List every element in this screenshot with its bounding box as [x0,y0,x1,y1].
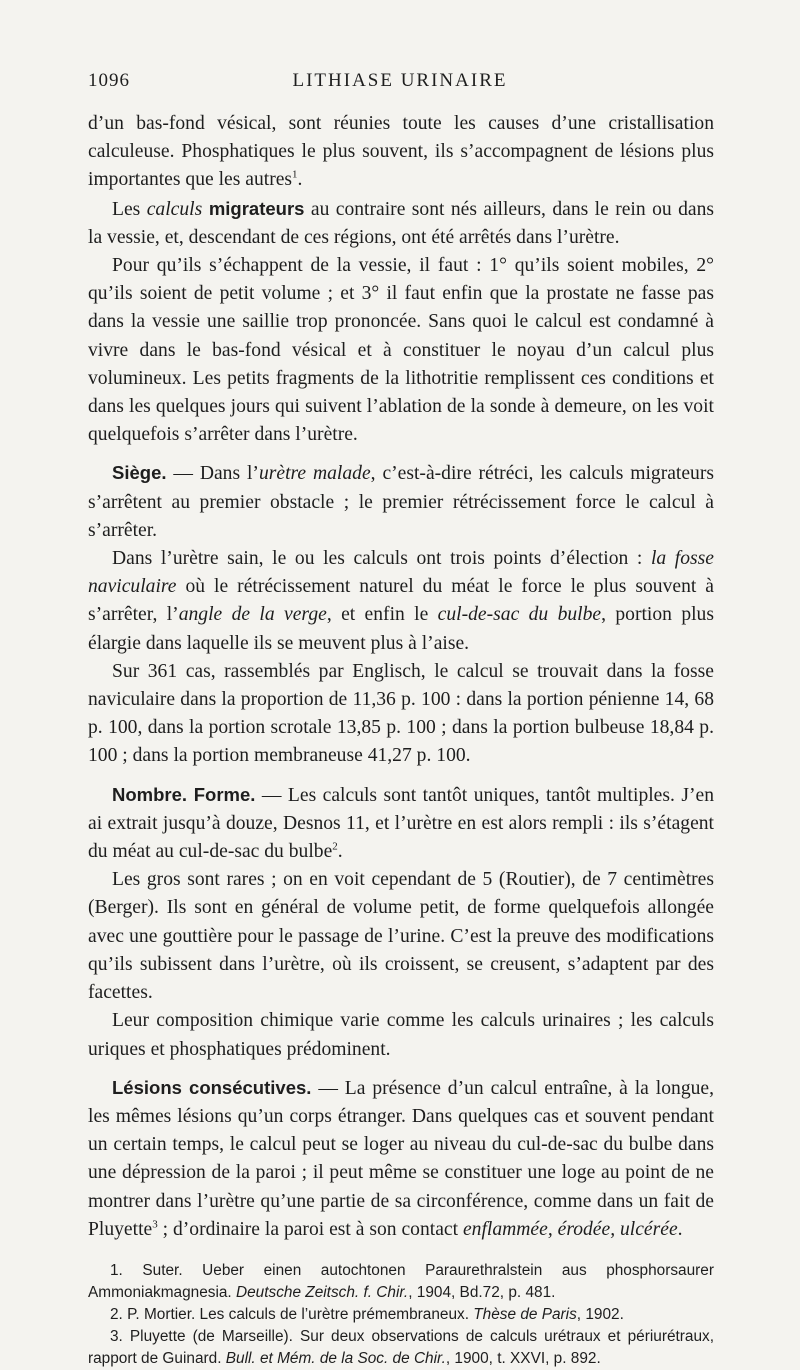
footnote-text: , 1902. [576,1305,624,1323]
footnote-source: Bull. et Mém. de la Soc. de Chir. [225,1349,446,1367]
punctuation: . [337,841,343,863]
paragraph-text: ; d’ordinaire la paroi est à son contact [157,1218,463,1240]
footnote-text: , 1900, t. XXVI, p. 892. [445,1349,601,1367]
paragraph-text: Les gros sont rares ; on en voit cependant de 5 (Routier), de 7 centimètres (Berger). Ils sont en général de volume petit, de forme quelquefois allongée avec une gouttière pour le passage de l’urine. C’est la preuve des modifications qu’ils subissent dans l’urètre, où ils croissent, se creusent, s’adaptent par des facettes. [88,869,714,1004]
punctuation: . [297,169,303,191]
paragraph-text: , et enfin le [326,604,438,626]
footnote-text: , 1904, Bd.72, p. 481. [408,1283,556,1301]
paragraph-text: , portion plus élargie dans laquelle ils se meuvent plus à l’aise. [88,604,714,654]
footnote-text: 3. Pluyette (de Marseille). Sur deux observations de calculs urétraux et périurétraux, rapport de Guinard. [88,1327,714,1367]
italic-term: cul-de-sac du bulbe [437,604,602,626]
section-heading: Siège. [112,462,167,484]
section-heading: Nombre. Forme. [112,783,256,805]
paragraph-text: Leur composition chimique varie comme les calculs urinaires ; les calculs uriques et phosphatiques prédominent. [88,1010,714,1060]
footnote-source: Deutsche Zeitsch. f. Chir. [236,1283,409,1301]
footnote-text: 2. P. Mortier. Les calculs de l’urètre prémembraneux. [110,1305,474,1323]
paragraph-text: d’un bas-fond vésical, sont réunies toute les causes d’une cristallisation calculeuse. Phosphatiques le plus souvent, ils s’accompagnent de lésions plus importantes que les autres [88,113,714,191]
paragraph-lesions [88,1074,714,1244]
main-text [88,110,714,1370]
italic-term: calculs [146,198,203,220]
italic-term: angle de la verge [178,604,327,626]
paragraph-text: au contraire sont nés ailleurs, dans le rein ou dans la vessie, et, descendant de ces régions, ont été arrêtés dans l’urètre. [88,198,714,248]
paragraph-text: Sur 361 cas, rassemblés par Englisch, le calcul se trouvait dans la fosse naviculaire dans la proportion de 11,36 p. 100 : dans la portion pénienne 14, 68 p. 100, dans la portion scrotale 13,85 p. 100 ; dans la portion bulbeuse 18,84 p. 100 ; dans la portion membraneuse 41,27 p. 100. [88,660,714,767]
paragraph-text: — Dans l’ [166,463,259,485]
bold-term: migrateurs [202,197,305,219]
footnotes [88,1260,714,1370]
footnote-ref-3[interactable]: 3 [152,1218,158,1231]
paragraph-siege [88,459,714,545]
paragraph-1 [88,110,714,195]
paragraph-nombre-forme [88,781,714,867]
footnote-ref-1[interactable]: 1 [292,168,298,181]
punctuation: . [677,1218,683,1240]
footnote-3 [88,1326,714,1370]
running-header [88,70,712,96]
paragraph-text: Dans l’urètre sain, le ou les calculs ont trois points d’élection : [112,548,651,570]
page-number: 1096 [88,70,130,91]
footnote-ref-2[interactable]: 2 [332,840,338,853]
paragraph-3 [88,252,714,449]
footnote-source: Thèse de Paris [473,1305,577,1323]
paragraph-text: Les [112,198,147,220]
running-title: LITHIASE URINAIRE [292,70,508,91]
footnote-1 [88,1260,714,1304]
paragraph-9 [88,1007,714,1063]
section-heading: Lésions consécutives. [112,1076,312,1098]
footnote-text: 1. Suter. Ueber einen autochtonen Paraurethralstein aus phosphorsaurer Ammoniakmagnesia. [88,1261,714,1301]
paragraph-text: — La présence d’un calcul entraîne, à la longue, les mêmes lésions qu’un corps étranger. Dans quelques cas et souvent pendant un certain temps, le calcul peut se loger au niveau du cul-de-sac du bulbe dans une dépression de la paroi ; il peut même se constituer une loge au point de ne montrer dans l’urètre qu’une partie de sa circonférence, comme dans un fait de Pluyette [88,1077,715,1240]
paragraph-6 [88,658,714,771]
paragraph-5 [88,545,714,658]
paragraph-8 [88,866,714,1007]
italic-term: urètre malade [258,463,371,485]
paragraph-text: — Les calculs sont tantôt uniques, tantôt multiples. J’en ai extrait jusqu’à douze, Desnos 11, et l’urètre en est alors rempli : ils s’étagent du méat au cul-de-sac du bulbe [88,784,715,863]
footnote-2 [88,1304,714,1326]
paragraph-text: , c’est-à-dire rétréci, les calculs migrateurs s’arrêtent au premier obstacle ; le premier rétrécissement force le calcul à s’arrêter. [88,463,714,541]
paragraph-2 [88,195,714,252]
paragraph-text: où le rétrécissement naturel du méat le force le plus souvent à s’arrêter, l’ [88,576,714,626]
paragraph-text: Pour qu’ils s’échappent de la vessie, il faut : 1° qu’ils soient mobiles, 2° qu’ils soient de petit volume ; et 3° il faut enfin que la prostate ne fasse pas dans la vessie une saillie trop prononcée. Sans quoi le calcul est condamné à vivre dans le bas-fond vésical et à constituer le noyau d’un calcul plus volumineux. Les petits fragments de la lithotritie remplissent ces conditions et dans les quelques jours qui suivent l’ablation de la sonde à demeure, on les voit quelquefois s’arrêter dans l’urètre. [88,255,714,446]
italic-term: la fosse naviculaire [88,548,714,598]
italic-term: enflammée, érodée, ulcérée [462,1218,678,1240]
